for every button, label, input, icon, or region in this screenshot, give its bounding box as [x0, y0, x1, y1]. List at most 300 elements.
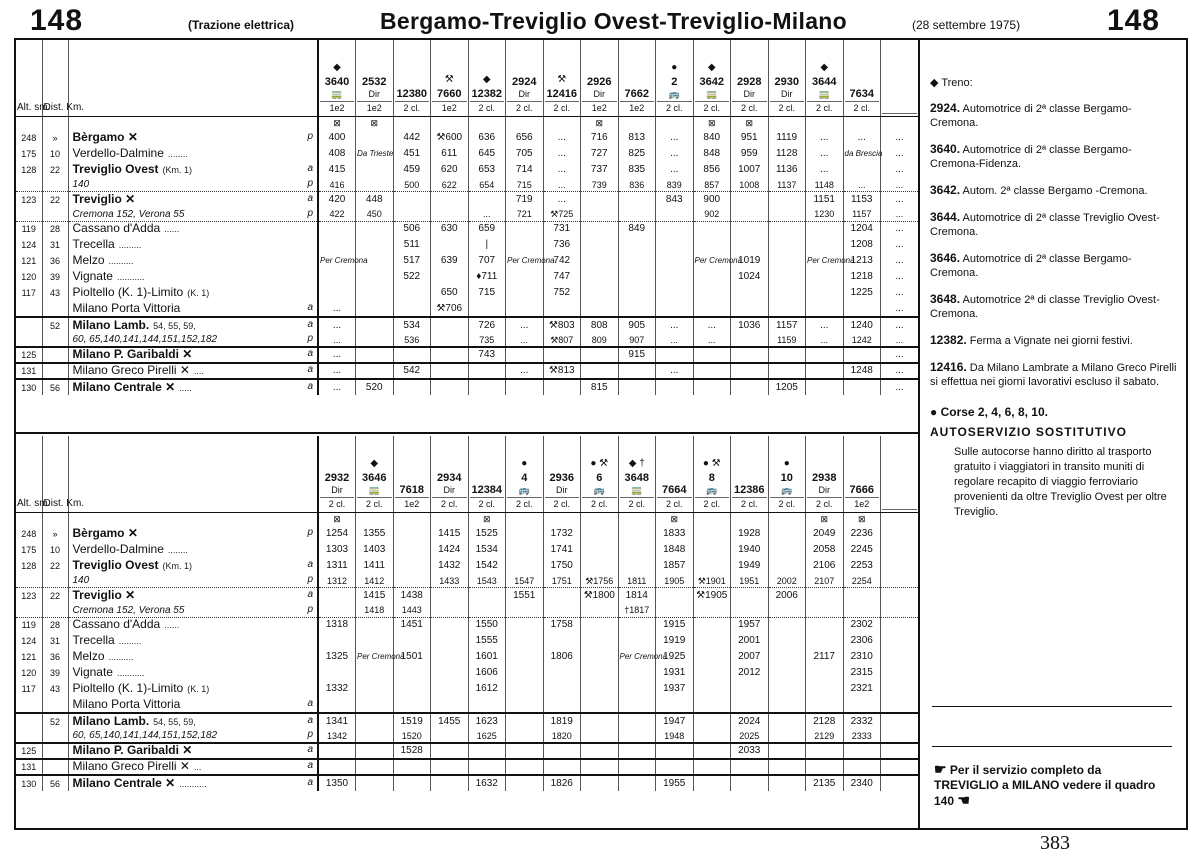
station-name: Treviglio ✕	[72, 587, 136, 602]
restaurant-icon: ⊠	[731, 116, 769, 130]
time-cell: 1204	[843, 221, 881, 237]
station-row	[16, 237, 918, 253]
time-cell: 1119	[768, 130, 806, 146]
time-cell: ...	[895, 239, 904, 250]
time-cell: 905	[618, 317, 656, 333]
restaurant-icon	[431, 116, 469, 130]
station-row	[16, 743, 918, 759]
train-type: Dir	[593, 88, 605, 99]
altitude: 117	[16, 681, 42, 697]
altitude: 120	[16, 269, 42, 285]
time-cell	[881, 759, 919, 775]
time-cell	[731, 237, 769, 253]
time-cell	[731, 347, 769, 363]
time-cell: 1811	[618, 574, 656, 588]
train-number: 2924	[512, 75, 537, 88]
arr-dep-marker: p	[307, 207, 313, 219]
time-cell	[468, 697, 506, 713]
top-timetable	[16, 40, 918, 395]
time-cell: 1947	[656, 713, 694, 729]
train-class: 1e2	[357, 101, 392, 114]
time-cell: 2321	[843, 681, 881, 697]
time-cell: 1415	[356, 588, 394, 604]
time-cell	[768, 237, 806, 253]
time-cell: 1455	[431, 713, 469, 729]
time-cell	[506, 604, 544, 618]
time-cell: 907	[618, 333, 656, 347]
time-cell	[431, 604, 469, 618]
altitude: 125	[16, 743, 42, 759]
arr-dep-marker: a	[307, 364, 313, 375]
train-note	[930, 360, 1178, 389]
time-cell	[581, 604, 619, 618]
time-cell	[881, 681, 919, 697]
station-name-cell	[68, 604, 318, 618]
time-cell: 1848	[656, 542, 694, 558]
time-cell	[431, 379, 469, 395]
arr-dep-marker: a	[307, 348, 313, 359]
time-cell	[468, 759, 506, 775]
timetable-frame	[14, 38, 1188, 830]
bottom-timetable	[16, 436, 918, 791]
time-cell	[356, 759, 394, 775]
time-cell	[881, 526, 919, 542]
time-cell	[693, 526, 731, 542]
train-class	[882, 113, 917, 114]
train-note-text: Ferma a Vignate nei giorni festivi.	[969, 335, 1133, 347]
time-cell	[881, 665, 919, 681]
train-note-text: Da Milano Lambrate a Milano Greco Pirelli si effettua nei giorni lavorativi escluso il sabato.	[930, 362, 1177, 388]
altitude: 119	[16, 221, 42, 237]
time-cell: ...	[543, 178, 581, 192]
time-cell: ...	[895, 255, 904, 266]
restaurant-icon: ⊠	[693, 116, 731, 130]
train-column-header	[393, 436, 431, 512]
train-mark-icon: ⚒	[557, 73, 567, 85]
time-cell	[581, 681, 619, 697]
time-cell	[806, 743, 844, 759]
train-column-header	[543, 40, 581, 116]
train-note-text: Automotrice di 2ª classe Treviglio Ovest-Cremona.	[930, 212, 1160, 238]
station-row	[16, 649, 918, 665]
altitude	[16, 317, 42, 333]
train-number: 4	[521, 471, 528, 484]
time-cell	[768, 604, 806, 618]
time-cell	[356, 363, 394, 379]
train-column-header	[318, 40, 356, 116]
altitude: 121	[16, 253, 42, 269]
time-cell: 520	[356, 379, 394, 395]
train-note-number: 3648.	[930, 292, 961, 306]
table-number-left: 148	[30, 4, 84, 37]
station-note: .........	[118, 240, 142, 250]
time-cell	[431, 617, 469, 633]
time-cell	[468, 301, 506, 317]
train-mark-icon	[470, 470, 505, 484]
time-cell: 1623	[468, 713, 506, 729]
time-cell	[356, 347, 394, 363]
timetable-bottom-panel	[16, 436, 918, 828]
restaurant-icon: ⊠	[806, 512, 844, 526]
station-note: ........	[167, 545, 188, 555]
time-cell: ...	[806, 130, 844, 146]
time-cell: 1949	[731, 558, 769, 574]
time-cell	[731, 379, 769, 395]
distance-km	[42, 178, 68, 192]
time-cell	[806, 269, 844, 285]
time-cell: ...	[318, 317, 356, 333]
time-cell: 1303	[318, 542, 356, 558]
time-cell	[506, 542, 544, 558]
time-cell	[693, 221, 731, 237]
altitude	[16, 178, 42, 192]
time-cell	[506, 743, 544, 759]
time-cell	[881, 775, 919, 791]
time-cell: 1819	[543, 713, 581, 729]
time-cell: 448	[356, 192, 394, 208]
time-cell	[656, 301, 694, 317]
train-mark-icon	[395, 74, 430, 88]
restaurant-icon	[543, 512, 581, 526]
time-cell: 1550	[468, 617, 506, 633]
time-cell: 705	[506, 146, 544, 162]
time-cell: 1218	[843, 269, 881, 285]
time-cell: 1625	[468, 729, 506, 743]
time-cell	[506, 379, 544, 395]
time-cell: ...	[506, 363, 544, 379]
train-class: 1e2	[845, 497, 880, 510]
time-cell	[731, 301, 769, 317]
station-name: Vignate	[72, 269, 113, 283]
time-cell	[618, 775, 656, 791]
time-cell	[768, 253, 806, 269]
station-header	[68, 436, 318, 512]
distance-km: »	[42, 526, 68, 542]
distance-km: 43	[42, 285, 68, 301]
time-cell: 856	[693, 162, 731, 178]
time-cell: ⚒1901	[693, 574, 731, 588]
time-cell	[843, 162, 881, 178]
blank-cell	[16, 512, 42, 526]
time-cell: ...	[806, 317, 844, 333]
station-note: ...	[193, 762, 202, 772]
time-cell	[581, 743, 619, 759]
altitude: 248	[16, 130, 42, 146]
train-number: 12386	[733, 483, 765, 496]
altitude: 175	[16, 146, 42, 162]
arr-dep-marker: a	[307, 192, 313, 204]
station-row	[16, 146, 918, 162]
time-cell: 743	[468, 347, 506, 363]
station-row	[16, 729, 918, 743]
time-cell: 630	[431, 221, 469, 237]
train-number: 12384	[471, 483, 503, 496]
time-cell: ⚒1800	[581, 588, 619, 604]
train-column-header	[843, 436, 881, 512]
time-cell	[506, 713, 544, 729]
time-cell: 408	[318, 146, 356, 162]
train-notes-list	[930, 101, 1178, 389]
time-cell	[431, 743, 469, 759]
time-cell	[618, 713, 656, 729]
distance-km	[42, 729, 68, 743]
restaurant-icon: ⊠	[468, 512, 506, 526]
train-mark-icon: ◆	[370, 457, 379, 469]
time-cell: ...	[506, 333, 544, 347]
train-note-text: Automotrice 2ª di classe Treviglio Ovest-Cremona.	[930, 294, 1160, 320]
station-row	[16, 713, 918, 729]
train-type: 🚌	[781, 484, 793, 495]
station-name: Cremona 152, Verona 55	[72, 208, 185, 220]
station-name-cell	[68, 301, 318, 317]
distance-km: 31	[42, 633, 68, 649]
train-type: 🚃	[368, 484, 380, 495]
notes-sidebar	[922, 40, 1186, 828]
time-cell: 1157	[768, 317, 806, 333]
time-cell	[806, 363, 844, 379]
time-cell	[768, 665, 806, 681]
train-number: 2934	[437, 471, 462, 484]
train-class: 2 cl.	[807, 101, 842, 114]
train-number: 7660	[437, 87, 462, 100]
station-name: Cassano d'Adda	[72, 617, 161, 632]
time-cell	[806, 759, 844, 775]
train-number: 3648	[624, 471, 649, 484]
time-cell	[506, 285, 544, 301]
time-cell	[581, 649, 619, 665]
station-name-cell	[68, 743, 318, 759]
time-cell: da Brescia	[843, 146, 881, 162]
time-cell	[618, 253, 656, 269]
time-cell: 1806	[543, 649, 581, 665]
time-cell	[881, 633, 919, 649]
train-class: 1e2	[582, 101, 617, 114]
time-cell: 736	[543, 237, 581, 253]
station-name: Trecella	[72, 633, 115, 647]
station-name-cell	[68, 558, 318, 574]
time-cell: 659	[468, 221, 506, 237]
time-cell: 1547	[506, 574, 544, 588]
time-cell	[881, 588, 919, 604]
restaurant-icon	[693, 512, 731, 526]
train-mark-icon	[395, 470, 430, 484]
station-name-cell	[68, 221, 318, 237]
time-cell: 2128	[806, 713, 844, 729]
time-cell: 442	[393, 130, 431, 146]
restaurant-icon	[768, 512, 806, 526]
see-table-140-note	[934, 762, 1164, 809]
time-cell: 1415	[431, 526, 469, 542]
time-cell: 1925	[656, 649, 694, 665]
distance-km: 28	[42, 221, 68, 237]
time-cell: 1555	[468, 633, 506, 649]
restaurant-icon: ⊠	[581, 116, 619, 130]
time-cell: 1036	[731, 317, 769, 333]
time-cell: 1919	[656, 633, 694, 649]
train-column-header	[581, 40, 619, 116]
train-mark-icon	[732, 470, 767, 484]
time-cell	[768, 192, 806, 208]
train-number: 12382	[471, 87, 503, 100]
distance-km: 52	[42, 713, 68, 729]
time-cell	[581, 729, 619, 743]
train-column-header	[468, 40, 506, 116]
station-row	[16, 697, 918, 713]
time-cell	[731, 208, 769, 222]
station-name-cell	[68, 729, 318, 743]
station-note: ...........	[116, 668, 145, 678]
train-number: 8	[708, 471, 715, 484]
train-number: 3640	[324, 75, 350, 88]
station-name-cell	[68, 665, 318, 681]
altitude	[16, 729, 42, 743]
time-cell: ...	[543, 192, 581, 208]
restaurant-icon	[393, 116, 431, 130]
station-name-cell	[68, 681, 318, 697]
time-cell	[393, 208, 431, 222]
line-title: Bergamo-Treviglio Ovest-Treviglio-Milano	[380, 8, 847, 34]
time-cell: 719	[506, 192, 544, 208]
distance-km: 10	[42, 146, 68, 162]
station-name-cell	[68, 347, 318, 363]
time-cell	[693, 301, 731, 317]
station-name-cell	[68, 588, 318, 604]
station-note: ........	[167, 149, 188, 159]
time-cell: 1525	[468, 526, 506, 542]
time-cell: 416	[318, 178, 356, 192]
time-cell: ...	[895, 148, 904, 159]
time-cell	[768, 558, 806, 574]
time-cell	[581, 526, 619, 542]
time-cell	[618, 729, 656, 743]
distance-km	[42, 347, 68, 363]
station-name-cell	[68, 333, 318, 347]
restaurant-icon: ⊠	[318, 512, 356, 526]
train-column-header	[431, 436, 469, 512]
time-cell: 636	[468, 130, 506, 146]
time-cell	[318, 285, 356, 301]
station-name-cell	[68, 192, 318, 208]
time-cell: 707	[468, 253, 506, 269]
train-note-text: Automotrice di 2ª classe Bergamo-Cremona.	[930, 253, 1132, 279]
time-cell	[393, 526, 431, 542]
station-name-cell	[68, 269, 318, 285]
train-mark-icon: ●	[671, 61, 678, 73]
altitude: 124	[16, 633, 42, 649]
time-cell: 737	[581, 162, 619, 178]
station-name-cell	[68, 759, 318, 775]
time-cell: 450	[356, 208, 394, 222]
train-notes-heading: ◆ Treno:	[930, 77, 973, 89]
restaurant-icon: ⊠	[843, 512, 881, 526]
time-cell: ♦711	[468, 269, 506, 285]
arr-dep-marker: p	[307, 603, 313, 615]
station-name-cell	[68, 697, 318, 713]
train-class: 2 cl.	[470, 497, 505, 510]
train-column-header	[693, 40, 731, 116]
arr-dep-marker: a	[307, 301, 313, 313]
station-name: 60, 65,140,141,144,151,152,182	[72, 334, 218, 345]
time-cell	[693, 347, 731, 363]
time-cell	[693, 604, 731, 618]
time-cell: 2310	[843, 649, 881, 665]
time-cell: 451	[393, 146, 431, 162]
station-name: Bèrgamo ✕	[72, 130, 138, 144]
time-cell	[431, 729, 469, 743]
time-cell: 536	[393, 333, 431, 347]
train-mark-icon	[845, 74, 880, 88]
time-cell: 1820	[543, 729, 581, 743]
time-cell	[318, 269, 356, 285]
train-column-header	[356, 436, 394, 512]
time-cell: Per Cremona	[318, 253, 356, 269]
station-name-cell	[68, 237, 318, 253]
time-cell	[356, 775, 394, 791]
time-cell: 1937	[656, 681, 694, 697]
restaurant-icon	[356, 512, 394, 526]
time-cell	[356, 681, 394, 697]
time-cell	[393, 759, 431, 775]
time-cell	[693, 542, 731, 558]
blank-cell	[68, 116, 318, 130]
train-number: 2	[671, 75, 678, 88]
time-cell	[843, 697, 881, 713]
train-class: 2 cl.	[620, 497, 655, 510]
train-type: Dir	[518, 88, 530, 99]
train-class: 2 cl.	[807, 497, 842, 510]
train-note-text: Automotrice di 2ª classe Bergamo-Cremona.	[930, 103, 1132, 129]
time-cell	[693, 363, 731, 379]
station-name: Bèrgamo ✕	[72, 526, 138, 540]
train-column-header	[506, 40, 544, 116]
time-cell: 1905	[656, 574, 694, 588]
edition-date: (28 settembre 1975)	[912, 18, 1021, 32]
time-cell	[506, 649, 544, 665]
station-row	[16, 221, 918, 237]
distance-km	[42, 363, 68, 379]
time-cell	[656, 221, 694, 237]
train-mark-icon	[507, 62, 542, 76]
train-class: 1e2	[620, 101, 655, 114]
time-cell: 1254	[318, 526, 356, 542]
train-type: Dir	[743, 88, 755, 99]
train-number: 2936	[549, 471, 574, 484]
distance-km: 36	[42, 649, 68, 665]
time-cell	[881, 743, 919, 759]
train-column-header	[468, 436, 506, 512]
time-cell: 2315	[843, 665, 881, 681]
time-cell	[393, 542, 431, 558]
train-note-number: 3642.	[930, 183, 961, 197]
train-column-header	[731, 40, 769, 116]
features-row	[16, 512, 918, 526]
station-name: Pioltello (K. 1)-Limito	[72, 681, 184, 695]
time-cell	[656, 379, 694, 395]
time-cell: ...	[468, 208, 506, 222]
train-class: 2 cl.	[845, 101, 880, 114]
time-cell: ...	[656, 162, 694, 178]
time-cell: 716	[581, 130, 619, 146]
time-cell	[393, 775, 431, 791]
train-column-header	[768, 40, 806, 116]
train-number: 10	[780, 471, 793, 484]
arr-dep-marker: a	[307, 559, 313, 570]
time-cell: 1957	[731, 617, 769, 633]
replacement-bus-title: AUTOSERVIZIO SOSTITUTIVO	[930, 425, 1127, 439]
station-name: Milano P. Garibaldi ✕	[72, 347, 193, 361]
time-cell: 1213	[843, 253, 881, 269]
time-cell	[431, 347, 469, 363]
